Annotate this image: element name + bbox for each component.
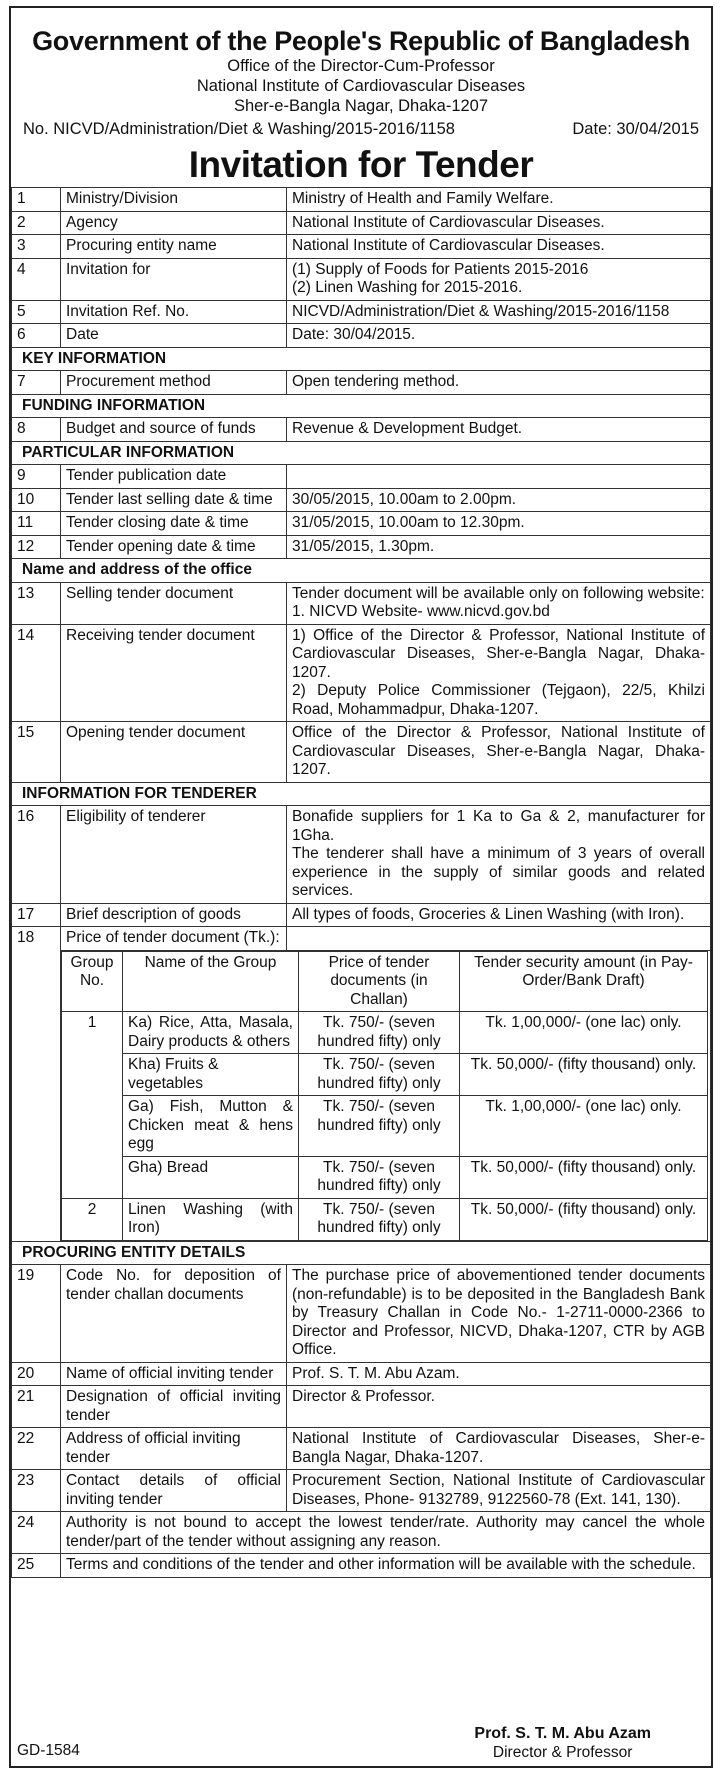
row-label: Selling tender document <box>61 582 287 624</box>
row-number: 21 <box>12 1386 61 1428</box>
table-row <box>62 1156 708 1198</box>
group-name: Linen Washing (with Iron) <box>123 1198 299 1240</box>
price-table-cell <box>61 950 711 1241</box>
row-label: Name of official inviting tender <box>61 1362 287 1386</box>
table-row <box>12 1265 711 1363</box>
row-number: 23 <box>12 1470 61 1512</box>
row-value: Terms and conditions of the tender and other information will be available with the schedule. <box>61 1554 711 1578</box>
row-label: Invitation for <box>61 258 287 300</box>
section-title: KEY INFORMATION <box>12 347 711 371</box>
row-value-line: (2) Linen Washing for 2015-2016. <box>292 279 523 296</box>
row-value-line: Bonafide suppliers for 1 Ka to Ga & 2, manufacturer for 1Gha. <box>292 808 705 844</box>
row-label: Invitation Ref. No. <box>61 300 287 324</box>
section-heading <box>12 559 711 583</box>
row-value <box>287 258 711 300</box>
header-security: Tender security amount (in Pay-Order/Bank Draft) <box>460 951 708 1012</box>
table-row <box>12 903 711 927</box>
row-value: National Institute of Cardiovascular Diseases. <box>287 211 711 235</box>
section-title: PROCURING ENTITY DETAILS <box>12 1241 711 1265</box>
institute-line: National Institute of Cardiovascular Diseases <box>196 77 526 95</box>
row-value: Office of the Director & Professor, National Institute of Cardiovascular Diseases, Sher-e-Bangla Nagar, Dhaka-1207. <box>287 722 711 783</box>
row-label: Tender last selling date & time <box>61 488 287 512</box>
row-value-line: (1) Supply of Foods for Patients 2015-2016 <box>292 260 589 278</box>
row-number: 19 <box>12 1265 61 1363</box>
table-row <box>12 722 711 783</box>
row-value: Date: 30/04/2015. <box>287 324 711 348</box>
table-row <box>12 806 711 904</box>
notice-date: Date: 30/04/2015 <box>572 120 699 138</box>
table-row <box>12 235 711 259</box>
header-price: Price of tender documents (in Challan) <box>299 951 460 1012</box>
table-row <box>12 927 711 951</box>
section-title: INFORMATION FOR TENDERER <box>12 782 711 806</box>
table-row <box>12 512 711 536</box>
row-label: Opening tender document <box>61 722 287 783</box>
row-number: 2 <box>12 211 61 235</box>
row-label: Agency <box>61 211 287 235</box>
table-row <box>62 1054 708 1096</box>
row-number: 7 <box>12 371 61 395</box>
row-number: 11 <box>12 512 61 536</box>
row-label: Designation of official inviting tender <box>61 1386 287 1428</box>
group-price: Tk. 750/- (seven hundred fifty) only <box>299 1012 460 1054</box>
row-label: Tender opening date & time <box>61 535 287 559</box>
website-link: 1. NICVD Website- www.nicvd.gov.bd <box>292 603 550 620</box>
table-row <box>12 1512 711 1554</box>
group-price: Tk. 750/- (seven hundred fifty) only <box>299 1054 460 1096</box>
section-title: PARTICULAR INFORMATION <box>12 441 711 465</box>
row-value: National Institute of Cardiovascular Diseases. <box>287 235 711 259</box>
row-label: Date <box>61 324 287 348</box>
group-name: Ga) Fish, Mutton & Chicken meat & hens egg <box>123 1096 299 1157</box>
table-row <box>12 535 711 559</box>
row-number: 17 <box>12 903 61 927</box>
notice-footer <box>11 1704 711 1766</box>
section-heading <box>12 394 711 418</box>
row-number: 20 <box>12 1362 61 1386</box>
table-row <box>12 188 711 212</box>
row-number: 6 <box>12 324 61 348</box>
section-title: FUNDING INFORMATION <box>12 394 711 418</box>
row-value: Open tendering method. <box>287 371 711 395</box>
table-row <box>12 211 711 235</box>
row-value <box>287 624 711 722</box>
row-value: Ministry of Health and Family Welfare. <box>287 188 711 212</box>
table-row <box>12 488 711 512</box>
row-number: 10 <box>12 488 61 512</box>
table-row <box>12 1470 711 1512</box>
row-label: Address of official inviting tender <box>61 1428 287 1470</box>
row-value: Procurement Section, National Institute of Cardiovascular Diseases, Phone- 9132789, 9122560-78 (Ext. 141, 130). <box>287 1470 711 1512</box>
row-label: Procuring entity name <box>61 235 287 259</box>
row-label: Receiving tender document <box>61 624 287 722</box>
row-value: The purchase price of abovementioned tender documents (non-refundable) is to be deposited in the Bangladesh Bank by Treasury Challan in Code No.- 1-2711-0000-2366 to Director and Professor, NICVD, Dhaka-1207, CTR by AGB Office. <box>287 1265 711 1363</box>
row-label: Code No. for deposition of tender challan documents <box>61 1265 287 1363</box>
table-row <box>12 324 711 348</box>
group-name: Ka) Rice, Atta, Masala, Dairy products & others <box>123 1012 299 1054</box>
section-heading <box>12 347 711 371</box>
section-title: Name and address of the office <box>12 559 711 583</box>
row-number: 13 <box>12 582 61 624</box>
row-value: NICVD/Administration/Diet & Washing/2015-2016/1158 <box>287 300 711 324</box>
header-group-name: Name of the Group <box>123 951 299 1012</box>
group-name: Kha) Fruits & vegetables <box>123 1054 299 1096</box>
row-value: Revenue & Development Budget. <box>287 418 711 442</box>
section-heading <box>12 441 711 465</box>
group-name: Gha) Bread <box>123 1156 299 1198</box>
row-label: Brief description of goods <box>61 903 287 927</box>
group-price: Tk. 750/- (seven hundred fifty) only <box>299 1096 460 1157</box>
group-price: Tk. 750/- (seven hundred fifty) only <box>299 1156 460 1198</box>
row-value: 30/05/2015, 10.00am to 2.00pm. <box>287 488 711 512</box>
row-number: 3 <box>12 235 61 259</box>
row-value <box>287 806 711 904</box>
signatory-name: Prof. S. T. M. Abu Azam <box>474 1725 651 1742</box>
tender-table <box>11 187 711 1578</box>
group-security: Tk. 1,00,000/- (one lac) only. <box>460 1012 708 1054</box>
table-row <box>12 418 711 442</box>
office-line: Office of the Director-Cum-Professor <box>227 57 495 75</box>
group-number: 2 <box>62 1198 123 1240</box>
section-heading <box>12 782 711 806</box>
row-number: 14 <box>12 624 61 722</box>
row-number: 5 <box>12 300 61 324</box>
row-number: 8 <box>12 418 61 442</box>
gd-code: GD-1584 <box>17 1742 80 1759</box>
row-value-line: The tenderer shall have a minimum of 3 years of overall experience in the supply of similar goods and related services. <box>292 845 705 899</box>
table-row <box>12 1554 711 1578</box>
price-table-row <box>12 950 711 1241</box>
signature-block <box>474 1724 651 1762</box>
row-number: 18 <box>12 927 61 1242</box>
row-number: 4 <box>12 258 61 300</box>
row-label: Ministry/Division <box>61 188 287 212</box>
row-number: 24 <box>12 1512 61 1554</box>
price-table-header <box>62 951 708 1012</box>
group-security: Tk. 50,000/- (fifty thousand) only. <box>460 1156 708 1198</box>
table-row <box>12 371 711 395</box>
row-number: 9 <box>12 465 61 489</box>
row-value: Director & Professor. <box>287 1386 711 1428</box>
row-value-line: 1) Office of the Director & Professor, National Institute of Cardiovascular Diseases, Sher-e-Bangla Nagar, Dhaka-1207. <box>292 626 705 681</box>
group-number: 1 <box>62 1012 123 1199</box>
row-value: Prof. S. T. M. Abu Azam. <box>287 1362 711 1386</box>
price-table <box>61 951 708 1241</box>
table-row <box>12 624 711 722</box>
table-row <box>12 465 711 489</box>
row-label: Eligibility of tenderer <box>61 806 287 904</box>
row-value: All types of foods, Groceries & Linen Washing (with Iron). <box>287 903 711 927</box>
row-value-line: Tender document will be available only on following website: <box>292 584 705 602</box>
notice-header <box>11 8 711 116</box>
row-value <box>287 927 711 951</box>
table-row <box>62 1012 708 1054</box>
group-security: Tk. 50,000/- (fifty thousand) only. <box>460 1054 708 1096</box>
row-label: Price of tender document (Tk.): <box>61 927 287 951</box>
table-row <box>12 300 711 324</box>
table-row <box>12 1428 711 1470</box>
row-number: 12 <box>12 535 61 559</box>
row-value: 31/05/2015, 1.30pm. <box>287 535 711 559</box>
tender-notice <box>9 6 713 1768</box>
group-security: Tk. 1,00,000/- (one lac) only. <box>460 1096 708 1157</box>
table-row <box>62 1096 708 1157</box>
signatory-title: Director & Professor <box>492 1744 633 1761</box>
row-label: Procurement method <box>61 371 287 395</box>
reference-number: No. NICVD/Administration/Diet & Washing/2015-2016/1158 <box>23 120 455 138</box>
address-line: Sher-e-Bangla Nagar, Dhaka-1207 <box>233 97 489 115</box>
row-label: Budget and source of funds <box>61 418 287 442</box>
row-value <box>287 582 711 624</box>
row-number: 22 <box>12 1428 61 1470</box>
row-number: 15 <box>12 722 61 783</box>
row-label: Tender publication date <box>61 465 287 489</box>
row-value: 31/05/2015, 10.00am to 12.30pm. <box>287 512 711 536</box>
row-value: Authority is not bound to accept the lowest tender/rate. Authority may cancel the whole tender/part of the tender without assigning any reason. <box>61 1512 711 1554</box>
group-security: Tk. 50,000/- (fifty thousand) only. <box>460 1198 708 1240</box>
page-title: Invitation for Tender <box>188 144 534 185</box>
table-row <box>12 1362 711 1386</box>
header-group-no: Group No. <box>62 951 123 1012</box>
row-value: National Institute of Cardiovascular Diseases, Sher-e-Bangla Nagar, Dhaka-1207. <box>287 1428 711 1470</box>
row-number: 1 <box>12 188 61 212</box>
table-row <box>12 258 711 300</box>
government-title: Government of the People's Republic of Bangladesh <box>32 26 690 56</box>
row-label: Tender closing date & time <box>61 512 287 536</box>
row-number: 16 <box>12 806 61 904</box>
group-price: Tk. 750/- (seven hundred fifty) only <box>299 1198 460 1240</box>
row-value <box>287 465 711 489</box>
row-number: 25 <box>12 1554 61 1578</box>
table-row <box>62 1198 708 1240</box>
table-row <box>12 1386 711 1428</box>
row-value-line: 2) Deputy Police Commissioner (Tejgaon), 22/5, Khilzi Road, Mohammadpur, Dhaka-1207. <box>292 682 705 718</box>
row-label: Contact details of official inviting tender <box>61 1470 287 1512</box>
reference-row <box>11 116 711 139</box>
section-heading <box>12 1241 711 1265</box>
table-row <box>12 582 711 624</box>
